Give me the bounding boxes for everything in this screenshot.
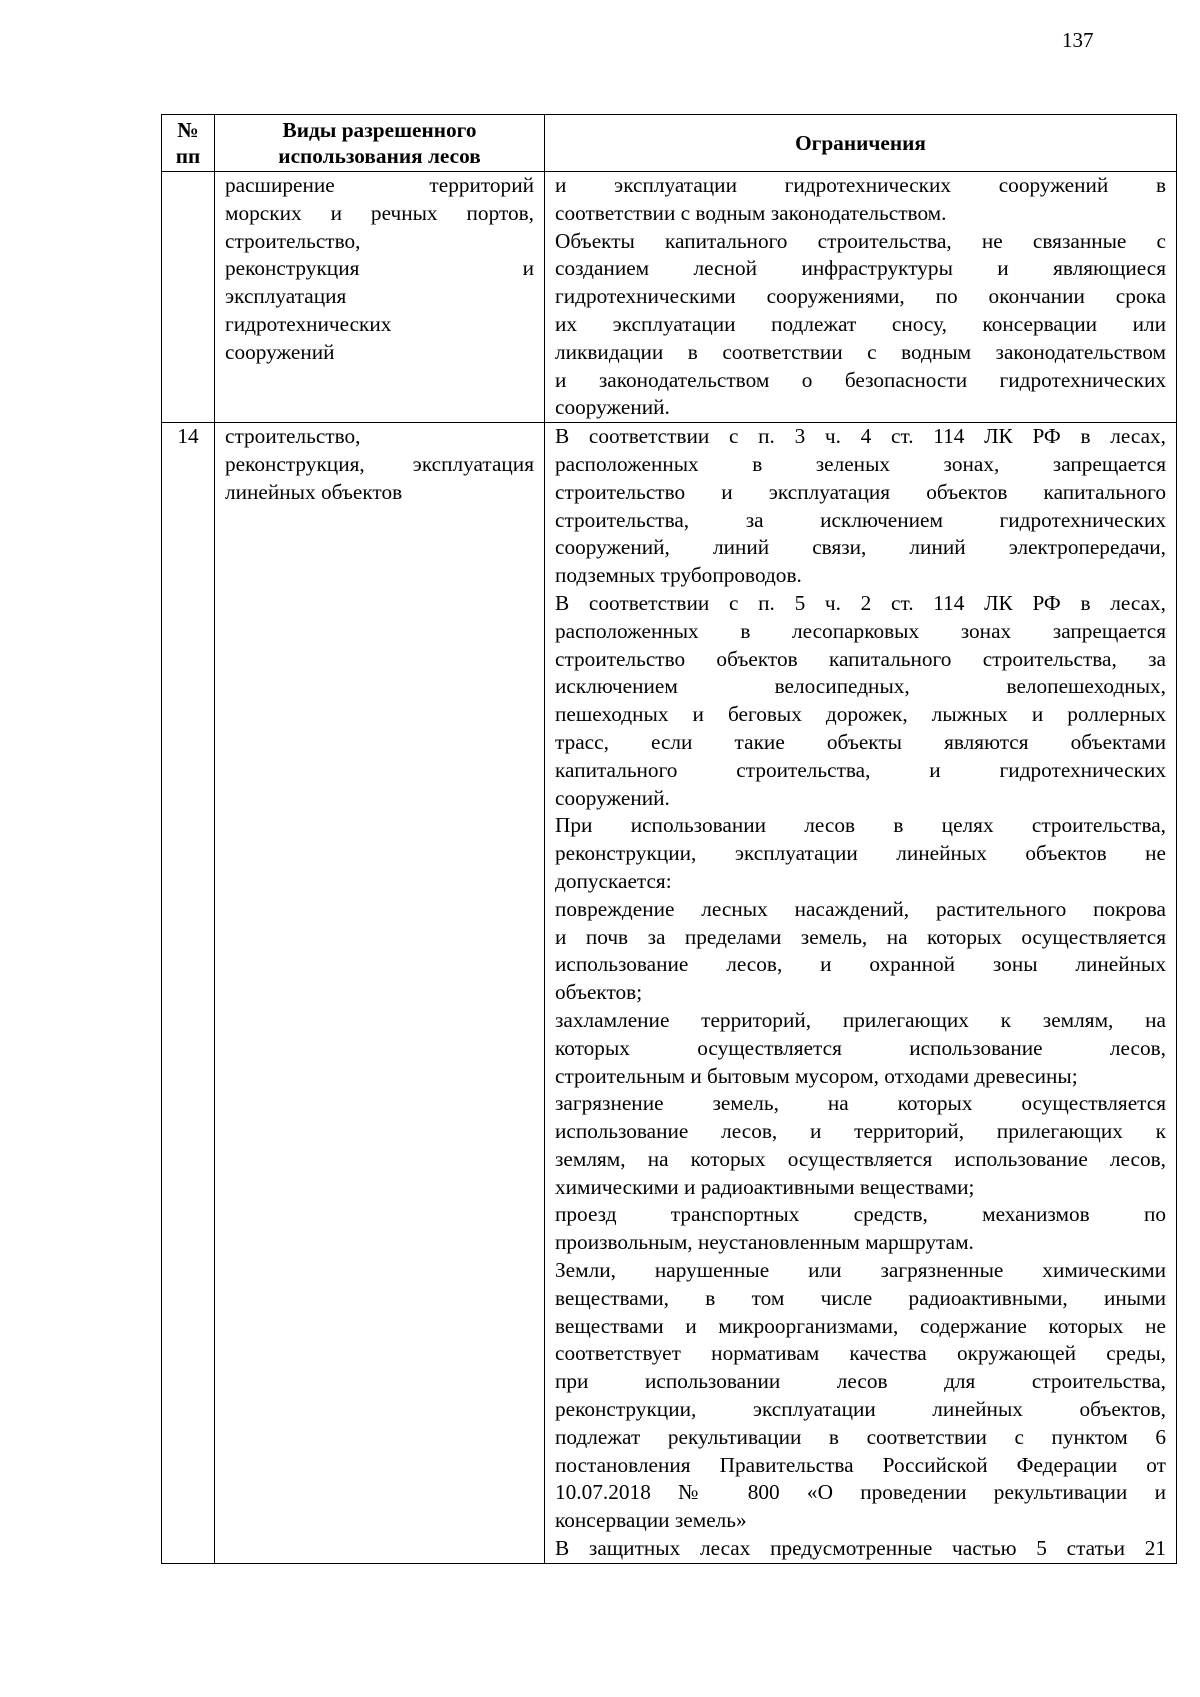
limitation-line: реконструкции, эксплуатации линейных объектов, — [555, 1397, 1166, 1422]
limitation-line: строительство и эксплуатация объектов капитального — [555, 479, 1166, 504]
page-number: 137 — [1062, 28, 1094, 52]
use-type-cell — [215, 423, 545, 1564]
limitation-line: Объекты капитального строительства, не связанные с — [555, 228, 1166, 253]
limitation-line: строительным и бытовым мусором, отходами древесины; — [555, 1063, 1078, 1088]
table-row — [162, 423, 1177, 1564]
limitation-line: пешеходных и беговых дорожек, лыжных и роллерных — [555, 702, 1166, 727]
limitation-line: расположенных в зеленых зонах, запрещается — [555, 451, 1166, 476]
header-use — [215, 115, 545, 172]
limitation-line: использование лесов, и охранной зоны линейных — [555, 952, 1166, 977]
use-type-line: эксплуатация — [225, 284, 347, 309]
limitation-line: 10.07.2018 № 800 «О проведении рекультивации и — [555, 1480, 1166, 1505]
limitation-line: объектов; — [555, 980, 643, 1005]
header-use-label: Виды разрешенного использования лесов — [278, 118, 481, 168]
limitation-line: и законодательством о безопасности гидротехнических — [555, 367, 1166, 392]
limitation-line: постановления Правительства Российской Федерации от — [555, 1452, 1166, 1477]
use-type-line: сооружений — [225, 339, 335, 364]
limitation-line: строительства, за исключением гидротехнических — [555, 507, 1166, 532]
use-type-cell — [215, 172, 545, 423]
forest-use-table — [161, 114, 1177, 1564]
header-limits — [545, 115, 1177, 172]
table-header-row — [162, 115, 1177, 172]
limitations-cell — [545, 172, 1177, 423]
limitation-line: подлежат рекультивации в соответствии с пунктом 6 — [555, 1424, 1166, 1449]
limitation-line: трасс, если такие объекты являются объектами — [555, 729, 1166, 754]
limitation-line: строительство объектов капитального строительства, за — [555, 646, 1166, 671]
limitation-line: исключением велосипедных, велопешеходных, — [555, 674, 1166, 699]
use-type-line: реконструкция, эксплуатация — [225, 451, 534, 476]
limitation-line: проезд транспортных средств, механизмов по — [555, 1202, 1166, 1227]
use-type-line: гидротехнических — [225, 311, 392, 336]
limitation-line: В защитных лесах предусмотренные частью 5 статьи 21 — [555, 1536, 1166, 1561]
use-type-line: морских и речных портов, — [225, 200, 534, 225]
use-type-line: строительство, — [225, 228, 361, 253]
limitation-line: В соответствии с п. 3 ч. 4 ст. 114 ЛК РФ в лесах, — [555, 424, 1166, 449]
header-num — [162, 115, 215, 172]
limitation-line: которых осуществляется использование лесов, — [555, 1035, 1166, 1060]
limitation-line: капитального строительства, и гидротехнических — [555, 757, 1166, 782]
limitation-line: В соответствии с п. 5 ч. 2 ст. 114 ЛК РФ в лесах, — [555, 590, 1166, 615]
limitation-line: соответствии с водным законодательством. — [555, 200, 947, 225]
limitation-line: созданием лесной инфраструктуры и являющиеся — [555, 256, 1166, 281]
limitation-line: и эксплуатации гидротехнических сооружений в — [555, 173, 1166, 197]
limitation-line: веществами, в том числе радиоактивными, иными — [555, 1285, 1166, 1310]
limitation-line: сооружений. — [555, 785, 670, 810]
limitation-line: химическими и радиоактивными веществами; — [555, 1174, 975, 1199]
row-number-cell — [162, 172, 215, 423]
limitation-line: подземных трубопроводов. — [555, 563, 802, 588]
row-number: 14 — [177, 424, 199, 449]
limitations-cell — [545, 423, 1177, 1564]
limitation-line: использование лесов, и территорий, прилегающих к — [555, 1119, 1166, 1144]
row-number-cell — [162, 423, 215, 1564]
limitation-line: ликвидации в соответствии с водным законодательством — [555, 339, 1166, 364]
use-type-line: реконструкция и — [225, 256, 534, 281]
use-type-line: линейных объектов — [225, 479, 403, 504]
limitation-line: соответствует нормативам качества окружающей среды, — [555, 1341, 1166, 1366]
limitation-line: и почв за пределами земель, на которых осуществляется — [555, 924, 1166, 949]
limitation-line: захламление территорий, прилегающих к землям, на — [555, 1007, 1166, 1032]
limitation-line: загрязнение земель, на которых осуществляется — [555, 1091, 1166, 1116]
limitation-line: гидротехническими сооружениями, по окончании срока — [555, 284, 1166, 309]
limitation-line: При использовании лесов в целях строительства, — [555, 813, 1166, 838]
limitation-line: Земли, нарушенные или загрязненные химическими — [555, 1258, 1166, 1283]
limitation-line: веществами и микроорганизмами, содержание которых не — [555, 1313, 1166, 1338]
use-type-line: строительство, — [225, 424, 361, 449]
limitation-line: реконструкции, эксплуатации линейных объектов не — [555, 841, 1166, 866]
limitation-line: землям, на которых осуществляется использование лесов, — [555, 1146, 1166, 1171]
limitation-line: консервации земель» — [555, 1508, 747, 1533]
limitation-line: сооружений, линий связи, линий электропередачи, — [555, 535, 1166, 560]
limitation-line: расположенных в лесопарковых зонах запрещается — [555, 618, 1166, 643]
limitation-line: повреждение лесных насаждений, растительного покрова — [555, 896, 1166, 921]
header-limits-label: Ограничения — [795, 131, 926, 155]
header-num-label: № пп — [175, 118, 201, 168]
limitation-line: сооружений. — [555, 395, 670, 420]
table-row — [162, 172, 1177, 423]
use-type-line: расширение территорий — [225, 173, 534, 197]
limitation-line: произвольным, неустановленным маршрутам. — [555, 1230, 974, 1255]
limitation-line: допускается: — [555, 868, 672, 893]
limitation-line: их эксплуатации подлежат сносу, консервации или — [555, 311, 1166, 336]
limitation-line: при использовании лесов для строительства, — [555, 1369, 1166, 1394]
